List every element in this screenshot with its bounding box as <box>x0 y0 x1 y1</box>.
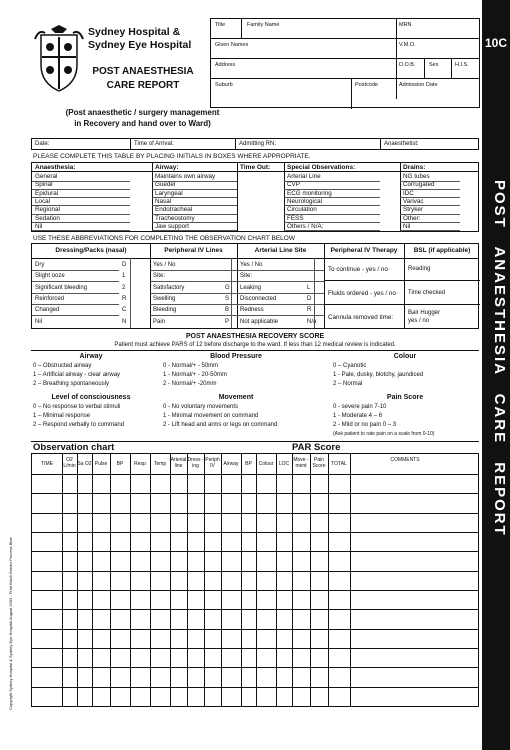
mrn-label[interactable]: MRN <box>399 22 412 28</box>
dressing-header: Dressing/Packs (nasal) <box>55 247 127 254</box>
table-divider <box>32 171 478 172</box>
par-item: 0 – Cyanotic <box>333 363 367 369</box>
family-name-label[interactable]: Family Name <box>247 22 280 28</box>
table1-cell: Spinal <box>35 181 53 189</box>
subtitle-line1: (Post anaesthetic / surgery management <box>65 108 220 117</box>
par-score-title: PAR Score <box>292 442 341 453</box>
patient-divider <box>424 59 425 79</box>
par-item: 2 - Normal/+ -20mm <box>163 381 217 387</box>
dob-label[interactable]: D.O.B. <box>399 62 416 68</box>
table1-cell: CVP <box>287 181 300 189</box>
par-score-section <box>31 350 479 440</box>
table-rule <box>32 230 130 231</box>
arterial-header: Arterial Line Site <box>254 247 307 254</box>
table1-cell: Epidural <box>35 189 59 197</box>
copyright-text: Copyright Sydney Hospital & Sydney Eye Hospital August 2003 - Print Black Border Process Blue <box>8 537 13 710</box>
obs-row-line <box>32 648 478 649</box>
par-category-heading: Pain Score <box>386 394 424 401</box>
abbrev-label: Slight ooze <box>35 273 65 280</box>
patient-row-2 <box>211 39 479 59</box>
table1-header: Airway: <box>155 164 179 171</box>
par-category-heading: Airway <box>79 353 103 360</box>
table-rule <box>32 304 119 305</box>
iv-therapy-header: Peripheral IV Therapy <box>330 247 398 254</box>
obs-column-header: Dress -ing <box>187 457 204 469</box>
anaesthesia-table <box>31 162 479 232</box>
par-item: 1 – Artificial airway - clear airway <box>33 372 121 378</box>
par-item: 0 – No response to verbal stimuli <box>33 404 121 410</box>
table1-cell: Nasal <box>155 197 172 205</box>
form-code: 10C <box>484 36 507 50</box>
abbrev-code: 2 <box>122 284 126 291</box>
par-item: 1 - Minimal movement on command <box>163 413 259 419</box>
table-rule <box>237 304 324 305</box>
abbrev-label: Yes / No <box>240 262 263 268</box>
patient-divider <box>351 79 352 109</box>
obs-row-line <box>32 667 478 668</box>
par-item: 0 - Normal/+ - 50mm <box>163 363 219 369</box>
sidebar-band <box>482 0 510 750</box>
info-row <box>31 138 479 150</box>
obs-row-line <box>32 571 478 572</box>
instructions-2: USE THESE ABBREVIATIONS FOR COMPLETING THE OBSERVATION CHART BELOW <box>33 235 295 242</box>
par-item: 2 - Mild or no pain 0 – 3 <box>333 422 397 428</box>
table-rule <box>324 280 480 281</box>
abbrev-label: Yes / No <box>153 262 176 268</box>
abbrev-label: Redness <box>240 307 264 314</box>
his-label[interactable]: H.I.S. <box>455 62 469 68</box>
page-title-line1: POST ANAESTHESIA <box>92 66 194 77</box>
par-item: 1 - Pale, dusky, blotchy, jaundiced <box>333 372 424 378</box>
abbrev-code: D <box>122 262 127 268</box>
table-divider <box>237 163 238 231</box>
obs-row-line <box>32 551 478 552</box>
par-note: Patient must achieve PARS of 12 before discharge to the ward. If less than 12 medical review is indicated. <box>114 342 396 348</box>
abbrev-label: Leaking <box>240 284 262 291</box>
abbrev-code: S <box>225 295 230 302</box>
sex-label[interactable]: Sex <box>429 62 439 68</box>
table-rule <box>150 315 237 316</box>
abbrev-label: Site: <box>153 273 166 280</box>
obs-column-header: Pain Score <box>312 457 326 469</box>
arrival-time-field[interactable]: Time of Arrival: <box>134 141 174 147</box>
table1-cell: Guedel <box>155 181 176 189</box>
par-category-heading: Movement <box>218 394 254 401</box>
obs-row-line <box>32 474 478 475</box>
par-title: POST ANAESTHESIA RECOVERY SCORE <box>185 333 325 340</box>
table-rule <box>32 270 119 271</box>
patient-divider <box>451 59 452 79</box>
iv-therapy-item[interactable]: Fluids ordered - yes / no <box>328 290 396 297</box>
observation-chart-grid <box>31 453 479 707</box>
code-divider <box>130 258 131 328</box>
suburb-label[interactable]: Suburb <box>215 82 233 88</box>
info-divider <box>235 139 236 149</box>
obs-row-line <box>32 706 478 707</box>
table1-cell: IDC <box>403 189 414 197</box>
table1-cell: ECG monitoring <box>287 189 332 197</box>
table1-cell: Varivac <box>403 197 424 205</box>
table1-cell: Others / N/A: <box>287 222 324 230</box>
instructions-1: PLEASE COMPLETE THIS TABLE BY PLACING INITIALS IN BOXES WHERE APPROPRIATE. <box>33 153 311 160</box>
table1-cell: General <box>35 173 58 180</box>
bair-hugger-yesno[interactable]: yes / no <box>408 318 430 324</box>
obs-column-header: Colour <box>258 461 274 467</box>
par-item: 0 – Obstructed airway <box>33 363 92 369</box>
abbrev-label: Changed <box>35 307 60 314</box>
hospital-crest-logo <box>33 25 85 95</box>
bsl-time-checked[interactable]: Time checked <box>408 290 446 296</box>
page-subtitle <box>60 107 225 129</box>
info-divider <box>130 139 131 149</box>
par-item: 0 - No voluntary movements <box>163 404 239 410</box>
table1-cell: Stryker <box>403 206 423 214</box>
table-rule <box>324 304 480 305</box>
page-title <box>88 65 198 93</box>
obs-column-header: Sa O2 <box>77 461 92 467</box>
obs-column-header: COMMENTS <box>390 457 420 463</box>
admitting-rn-field[interactable]: Admitting RN: <box>239 141 277 147</box>
par-item: 1 – Minimal response <box>33 413 91 419</box>
obs-column-header: BP <box>245 461 252 467</box>
abbrev-code: B <box>225 307 230 314</box>
table1-header: Anaesthesia: <box>35 164 76 171</box>
table1-cell: NG tubes <box>403 173 430 180</box>
table-rule <box>150 293 237 294</box>
par-item: 2 - Lift head and arms or legs on command <box>163 422 278 428</box>
obs-row-line <box>32 629 478 630</box>
table1-cell: Maintains own airway <box>155 173 216 180</box>
abbrev-code: L <box>307 284 311 291</box>
table-rule <box>237 293 324 294</box>
par-item: 1 - Normal/+ - 20-50mm <box>163 372 227 378</box>
obs-column-header: Temp <box>153 461 167 467</box>
iv-lines-header: Peripheral IV Lines <box>164 247 223 254</box>
patient-divider <box>396 19 397 99</box>
table1-cell: Circulation <box>287 206 317 214</box>
iv-therapy-item[interactable]: To continue - yes / no <box>328 266 388 273</box>
title-label: Title <box>215 22 226 28</box>
obs-column-header: Arterial line <box>170 457 187 469</box>
table-rule <box>284 230 380 231</box>
table-rule <box>237 270 324 271</box>
abbrev-label: Pain <box>153 318 166 325</box>
abbrev-label: Not applicable <box>240 318 279 325</box>
obs-column-header: LOC <box>278 461 290 467</box>
abbrev-label: Dry <box>35 262 45 268</box>
table-rule <box>150 281 237 282</box>
par-item: 2 – Respond verbally to command <box>33 422 125 428</box>
par-item: 1 - Moderate 4 – 6 <box>333 413 383 419</box>
obs-column-header: Airway <box>223 461 239 467</box>
table1-cell: Arterial Line <box>287 173 321 180</box>
obs-row-line <box>32 493 478 494</box>
abbrev-label: Bleeding <box>153 307 177 314</box>
code-divider <box>314 258 315 328</box>
table1-cell: Other: <box>403 214 421 222</box>
obs-column-header: O2 L/min <box>63 457 76 469</box>
given-names-label[interactable]: Given Names <box>215 42 249 48</box>
postcode-label[interactable]: Postcode <box>355 82 378 88</box>
table-rule <box>32 281 119 282</box>
patient-details-box <box>210 18 480 108</box>
table1-cell: Jaw support <box>155 222 189 230</box>
iv-therapy-item[interactable]: Cannula removed time: <box>328 314 394 321</box>
table-divider <box>324 244 325 328</box>
obs-row-line <box>32 590 478 591</box>
obs-row-line <box>32 532 478 533</box>
obs-column-header: Periph IV <box>205 457 220 469</box>
table1-header: Time Out: <box>240 164 271 171</box>
table1-cell: Sedation <box>35 214 60 222</box>
hospital-name-line2: Sydney Eye Hospital <box>88 39 192 51</box>
patient-divider <box>241 19 242 39</box>
abbrev-code: D <box>307 295 312 302</box>
table1-cell: Nil <box>35 222 43 230</box>
info-divider <box>380 139 381 149</box>
table-rule <box>400 230 460 231</box>
abbrev-label: Disconnected <box>240 295 277 302</box>
table-rule <box>237 281 324 282</box>
table1-cell: Regional <box>35 206 60 214</box>
bsl-reading[interactable]: Reading <box>408 266 431 272</box>
patient-row-3 <box>211 59 479 79</box>
par-category-heading: Colour <box>393 353 417 360</box>
abbrev-label: Site: <box>240 273 253 280</box>
abbrev-code: C <box>122 307 127 314</box>
bsl-header: BSL (if applicable) <box>413 247 471 254</box>
par-category-heading: Level of consciousness <box>51 394 131 401</box>
par-category-heading: Blood Pressure <box>210 353 262 360</box>
par-item: 0 - severe pain 7-10 <box>333 404 387 410</box>
obs-row-line <box>32 609 478 610</box>
abbrev-label: Swelling <box>153 295 176 302</box>
table-rule <box>150 270 237 271</box>
table-rule <box>32 222 130 223</box>
address-label[interactable]: Address <box>215 62 236 68</box>
anaesthetist-field[interactable]: Anaesthetist: <box>384 141 419 147</box>
abbrev-code: N/a <box>307 318 317 325</box>
table1-cell: Neurological <box>287 197 323 205</box>
obs-row-line <box>32 687 478 688</box>
vmo-label[interactable]: V.M.O. <box>399 42 416 48</box>
bair-hugger[interactable]: Bair Hugger <box>408 310 441 316</box>
abbrev-code: R <box>307 307 312 314</box>
table1-header: Special Observations: <box>287 164 356 171</box>
subtitle-line2: in Recovery and hand over to Ward) <box>74 119 211 128</box>
table1-cell: Nil <box>403 222 411 230</box>
table-rule <box>32 315 119 316</box>
hospital-name-line1: Sydney Hospital & <box>88 26 181 38</box>
table1-cell: Tracheostomy <box>155 214 195 222</box>
page-title-line2: CARE REPORT <box>106 80 180 91</box>
obs-column-header: Resp <box>134 461 146 467</box>
par-item: 2 – Normal <box>333 381 363 387</box>
abbrev-code: R <box>122 295 127 302</box>
table-rule <box>237 315 324 316</box>
table1-cell: FESS <box>287 214 304 222</box>
par-item: (Ask patient to rate pain on a scale from 0-10) <box>333 431 435 437</box>
abbreviations-table <box>31 243 479 329</box>
table1-cell: Local <box>35 197 51 205</box>
table1-cell: Endotracheal <box>155 206 193 214</box>
hospital-name <box>88 26 198 52</box>
table1-cell: Corrugated <box>403 181 435 189</box>
table1-header: Drains: <box>403 164 426 171</box>
abbrev-label: Satisfactory <box>153 284 185 291</box>
obs-column-header: TIME <box>41 461 53 467</box>
date-field[interactable]: Date: <box>35 141 50 147</box>
abbrev-label: Reinforced <box>35 295 65 302</box>
obs-column-header: Pulse <box>94 461 108 467</box>
obs-chart-title: Observation chart <box>33 442 115 453</box>
sidebar-title: POST ANAESTHESIA CARE REPORT <box>491 180 508 537</box>
table-rule <box>32 293 119 294</box>
admission-date-label[interactable]: Admission Date <box>399 82 438 88</box>
obs-row-line <box>32 513 478 514</box>
abbrev-code: 1 <box>122 273 126 280</box>
par-item: 2 – Breathing spontaneously <box>33 381 110 387</box>
table-rule <box>150 304 237 305</box>
abbrev-code: N <box>122 318 127 325</box>
abbrev-label: Significant bleeding <box>35 284 88 291</box>
abbrev-label: Nil <box>35 318 42 325</box>
abbrev-code: P <box>225 318 230 325</box>
table-divider <box>32 258 478 259</box>
table-divider <box>404 244 405 328</box>
obs-column-header: BP <box>116 461 124 467</box>
code-divider <box>231 258 232 328</box>
obs-column-header: TOTAL <box>331 461 347 467</box>
table1-cell: Laryngeal <box>155 189 183 197</box>
abbrev-code: G <box>225 284 230 291</box>
table-rule <box>152 230 237 231</box>
obs-column-header: Move -ment <box>293 457 309 469</box>
